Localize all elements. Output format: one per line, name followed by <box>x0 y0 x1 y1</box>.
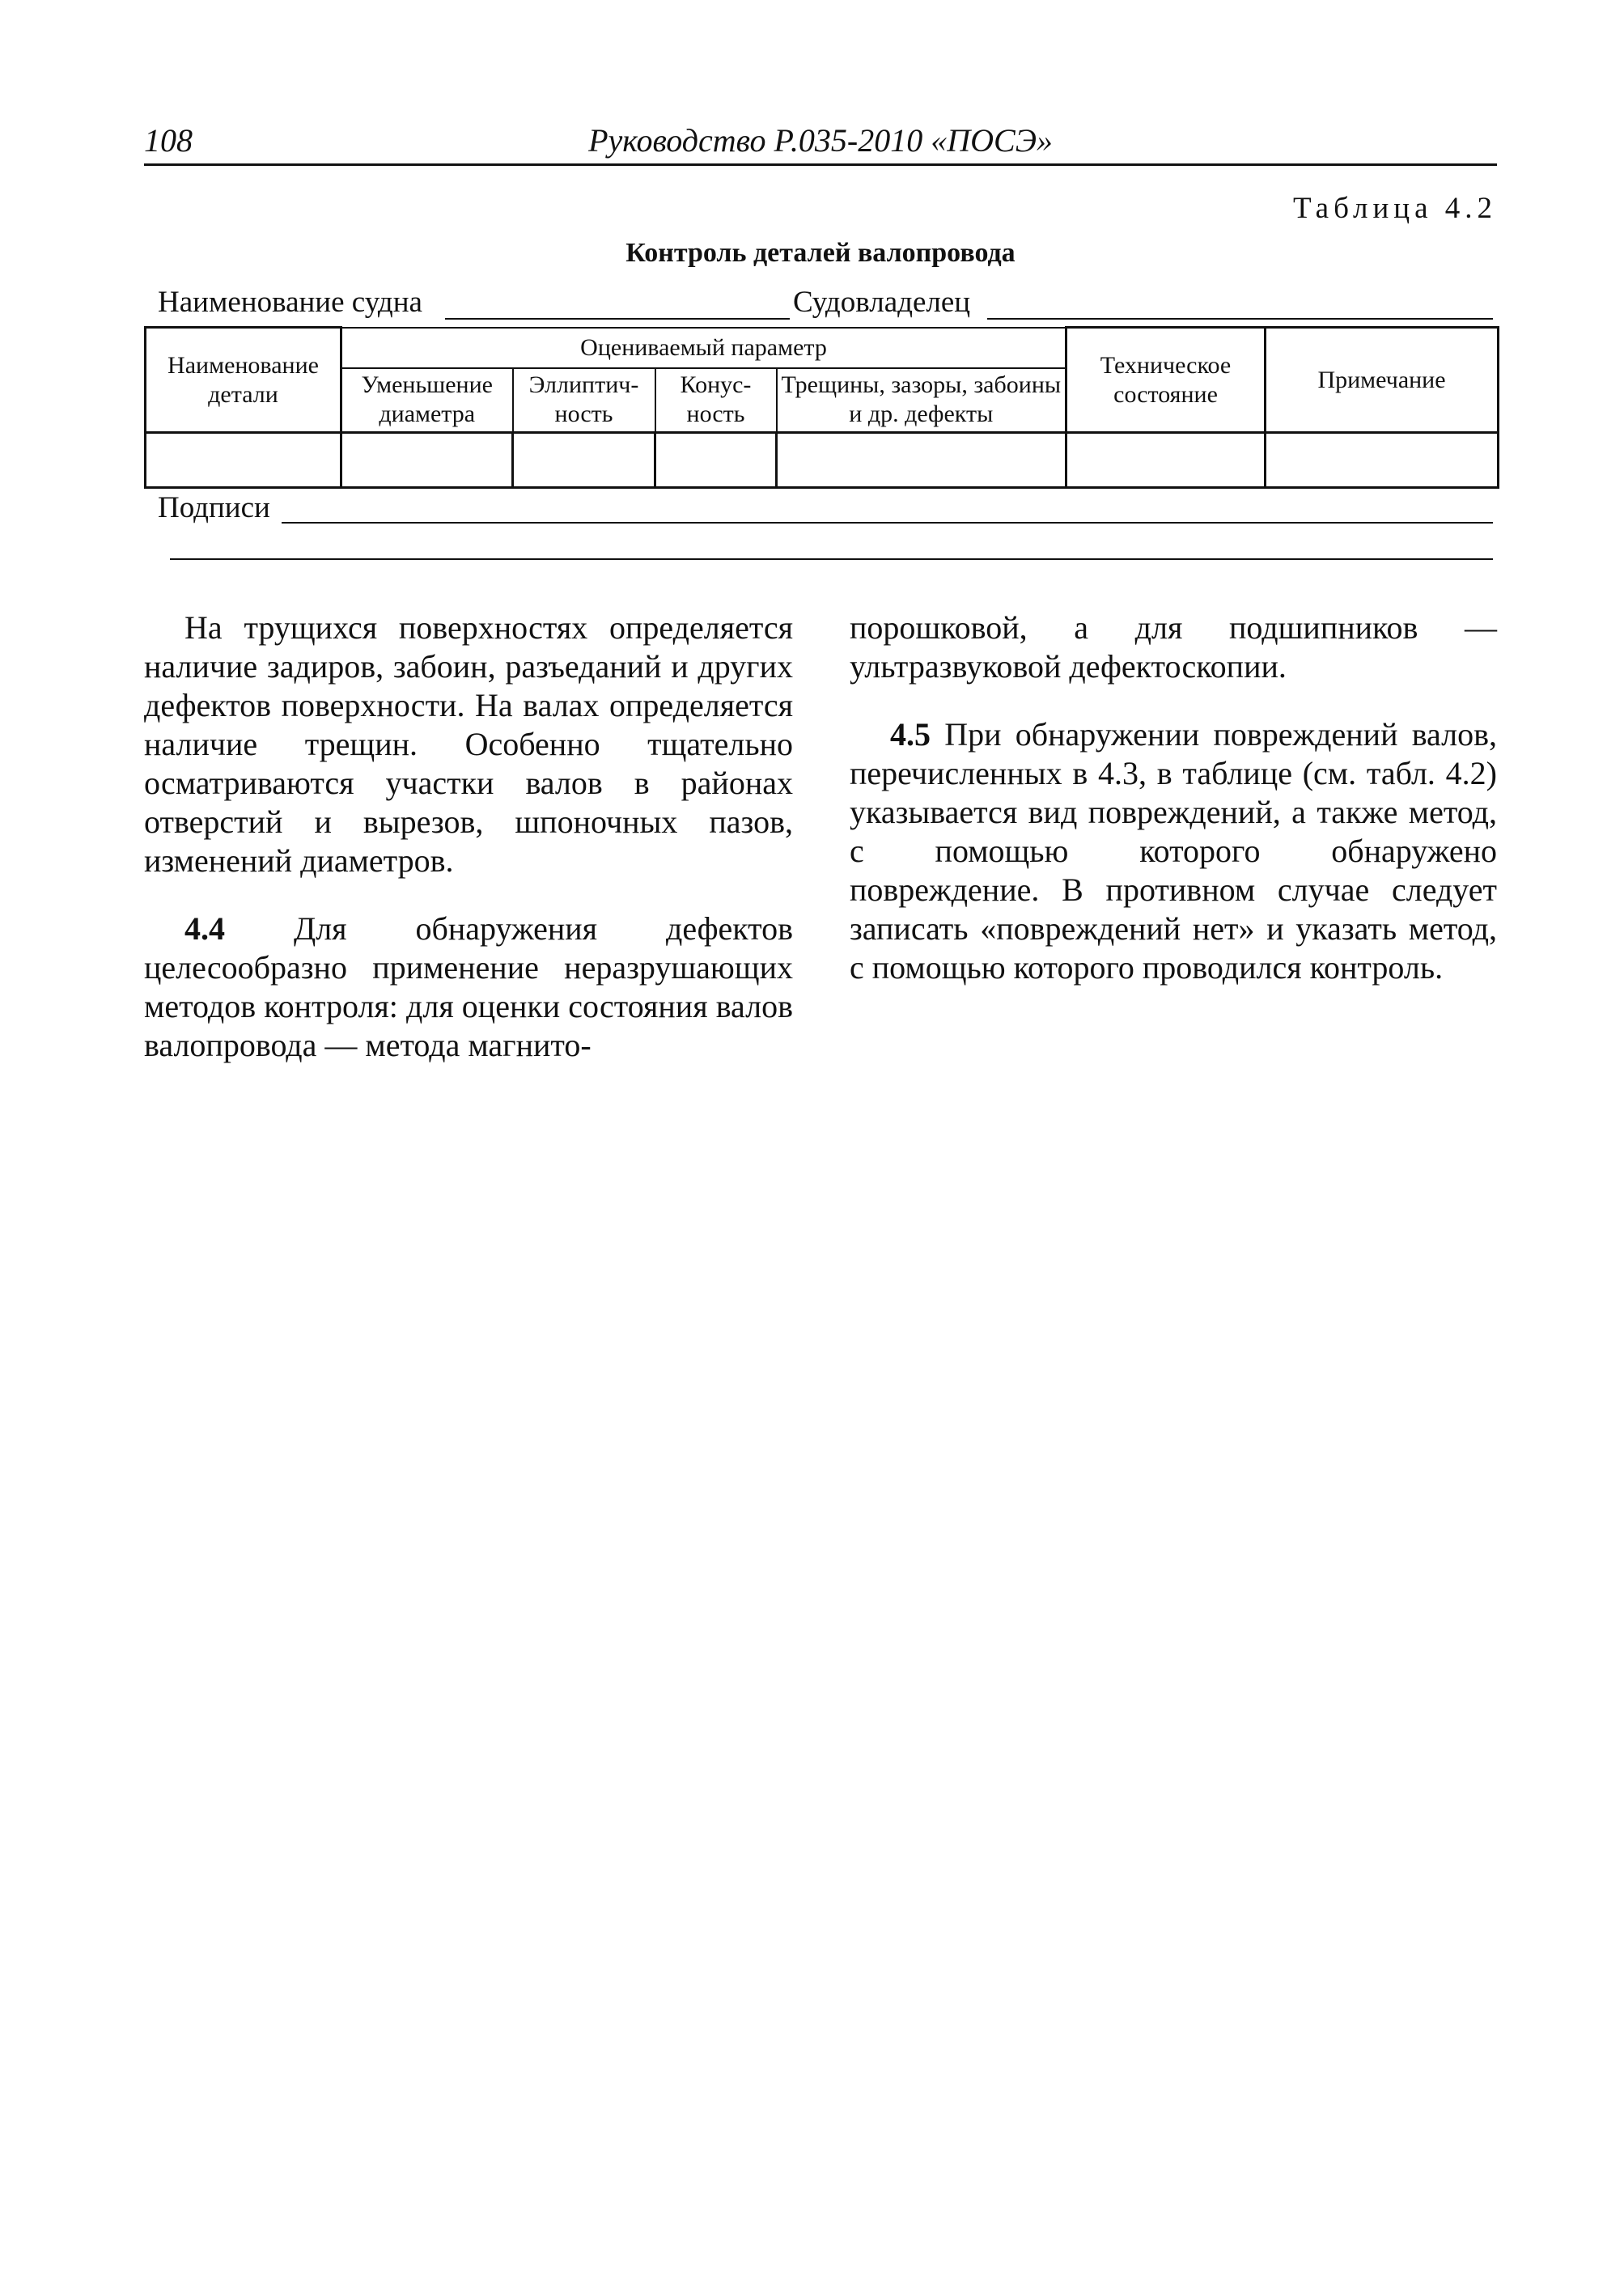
control-table <box>144 326 1499 489</box>
table-cell[interactable] <box>777 433 1066 488</box>
owner-label: Судовладелец <box>793 286 971 319</box>
vessel-name-label: Наименование судна <box>158 286 422 319</box>
header-evaluated-parameter: Оцениваемый параметр <box>341 328 1066 368</box>
header-conicity: Конус-ность <box>655 368 777 433</box>
running-title: Руководство Р.035-2010 «ПОСЭ» <box>588 122 1053 159</box>
signatures-field-line-2[interactable] <box>170 558 1493 560</box>
header-diameter-reduction: Уменьшение диаметра <box>341 368 513 433</box>
paragraph-4-4 <box>144 910 793 1065</box>
table-label: Таблица 4.2 <box>1293 192 1497 225</box>
page-number: 108 <box>144 122 193 159</box>
signatures-label: Подписи <box>158 491 270 524</box>
table-cell[interactable] <box>513 433 655 488</box>
left-column <box>144 608 793 1094</box>
table-cell[interactable] <box>341 433 513 488</box>
header-rule <box>144 163 1497 166</box>
header-note: Примечание <box>1266 328 1499 433</box>
table-cell[interactable] <box>146 433 341 488</box>
paragraph: На трущихся поверхностях определяется наличие задиров, забоин, разъеданий и других дефектов поверхности. На валах определяется наличие трещин. Особенно тщательно осматриваются участки валов в районах отверстий и вырезов, шпоночных пазов, изменений диаметров. <box>144 609 793 879</box>
paragraph-4-5 <box>850 715 1497 987</box>
paragraph-text: Для обнаружения дефектов целесообразно применение неразрушающих методов контроля: для оценки состояния валов валопровода — метода магнито- <box>144 910 793 1063</box>
header-part-name: Наименование детали <box>146 328 341 433</box>
header-technical-condition: Техническое состояние <box>1066 328 1266 433</box>
section-number: 4.5 <box>890 716 931 753</box>
header-cracks-defects: Трещины, зазоры, забоины и др. дефекты <box>777 368 1066 433</box>
signatures-field[interactable] <box>282 522 1493 524</box>
table-cell[interactable] <box>655 433 777 488</box>
section-number: 4.4 <box>184 910 225 947</box>
page-header <box>144 121 1497 165</box>
table-cell[interactable] <box>1066 433 1266 488</box>
table-title: Контроль деталей валопровода <box>625 238 1016 268</box>
vessel-name-field[interactable] <box>445 318 790 320</box>
table-cell[interactable] <box>1266 433 1499 488</box>
paragraph-text: При обнаружении повреждений валов, перечисленных в 4.3, в таблице (см. табл. 4.2) указывается вид повреждений, а также метод, с помощью которого обнаружено повреждение. В противном случае следует записать «повреждений нет» и указать метод, с помощью которого проводился контроль. <box>850 716 1498 986</box>
header-ellipticity: Эллиптич-ность <box>513 368 655 433</box>
paragraph: порошковой, а для подшипников — ультразвуковой дефектоскопии. <box>850 609 1497 685</box>
owner-field[interactable] <box>987 318 1493 320</box>
right-column <box>850 608 1497 1016</box>
